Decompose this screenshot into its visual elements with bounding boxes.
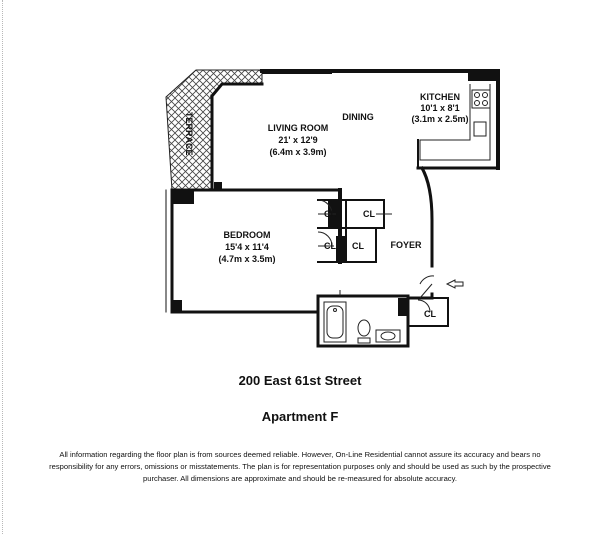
stove-icon (472, 90, 490, 108)
living-room-label: LIVING ROOM (267, 123, 329, 133)
living-room-dims: 21' x 12'9 (278, 135, 318, 145)
dining-label: DINING (342, 112, 374, 122)
toilet-icon (358, 320, 370, 343)
closet-label: CL (352, 241, 364, 251)
terrace (166, 70, 262, 190)
disclaimer-text: All information regarding the floor plan is from sources deemed reliable. However, On-Line Residential cannot assure its accuracy and bears no responsibility for any errors, omissions or misstatements. The plan is for representation purposes only and should be used as such by the prospective purchaser. All dimensions are approximate and should be re-measured for absolute accuracy. (49, 450, 551, 483)
closet-label: CL (324, 209, 336, 219)
closet-label: CL (363, 209, 375, 219)
apartment-name: Apartment F (261, 409, 339, 424)
closet-label: CL (324, 241, 336, 251)
entry-arrow-icon (447, 280, 463, 288)
kitchen-label: KITCHEN (420, 92, 460, 102)
closet-label: CL (424, 309, 436, 319)
kitchen-metric: (3.1m x 2.5m) (411, 114, 469, 124)
sink-icon (376, 330, 400, 342)
bedroom-dims: 15'4 x 11'4 (225, 242, 269, 252)
building-address: 200 East 61st Street (238, 373, 362, 388)
kitchen-dims: 10'1 x 8'1 (420, 103, 460, 113)
terrace-label: TERRACE (184, 112, 194, 156)
bedroom-metric: (4.7m x 3.5m) (218, 254, 276, 264)
living-room-metric: (6.4m x 3.9m) (269, 147, 327, 157)
bathtub-icon (324, 302, 346, 342)
foyer-label: FOYER (390, 240, 422, 250)
bedroom-label: BEDROOM (223, 230, 271, 240)
